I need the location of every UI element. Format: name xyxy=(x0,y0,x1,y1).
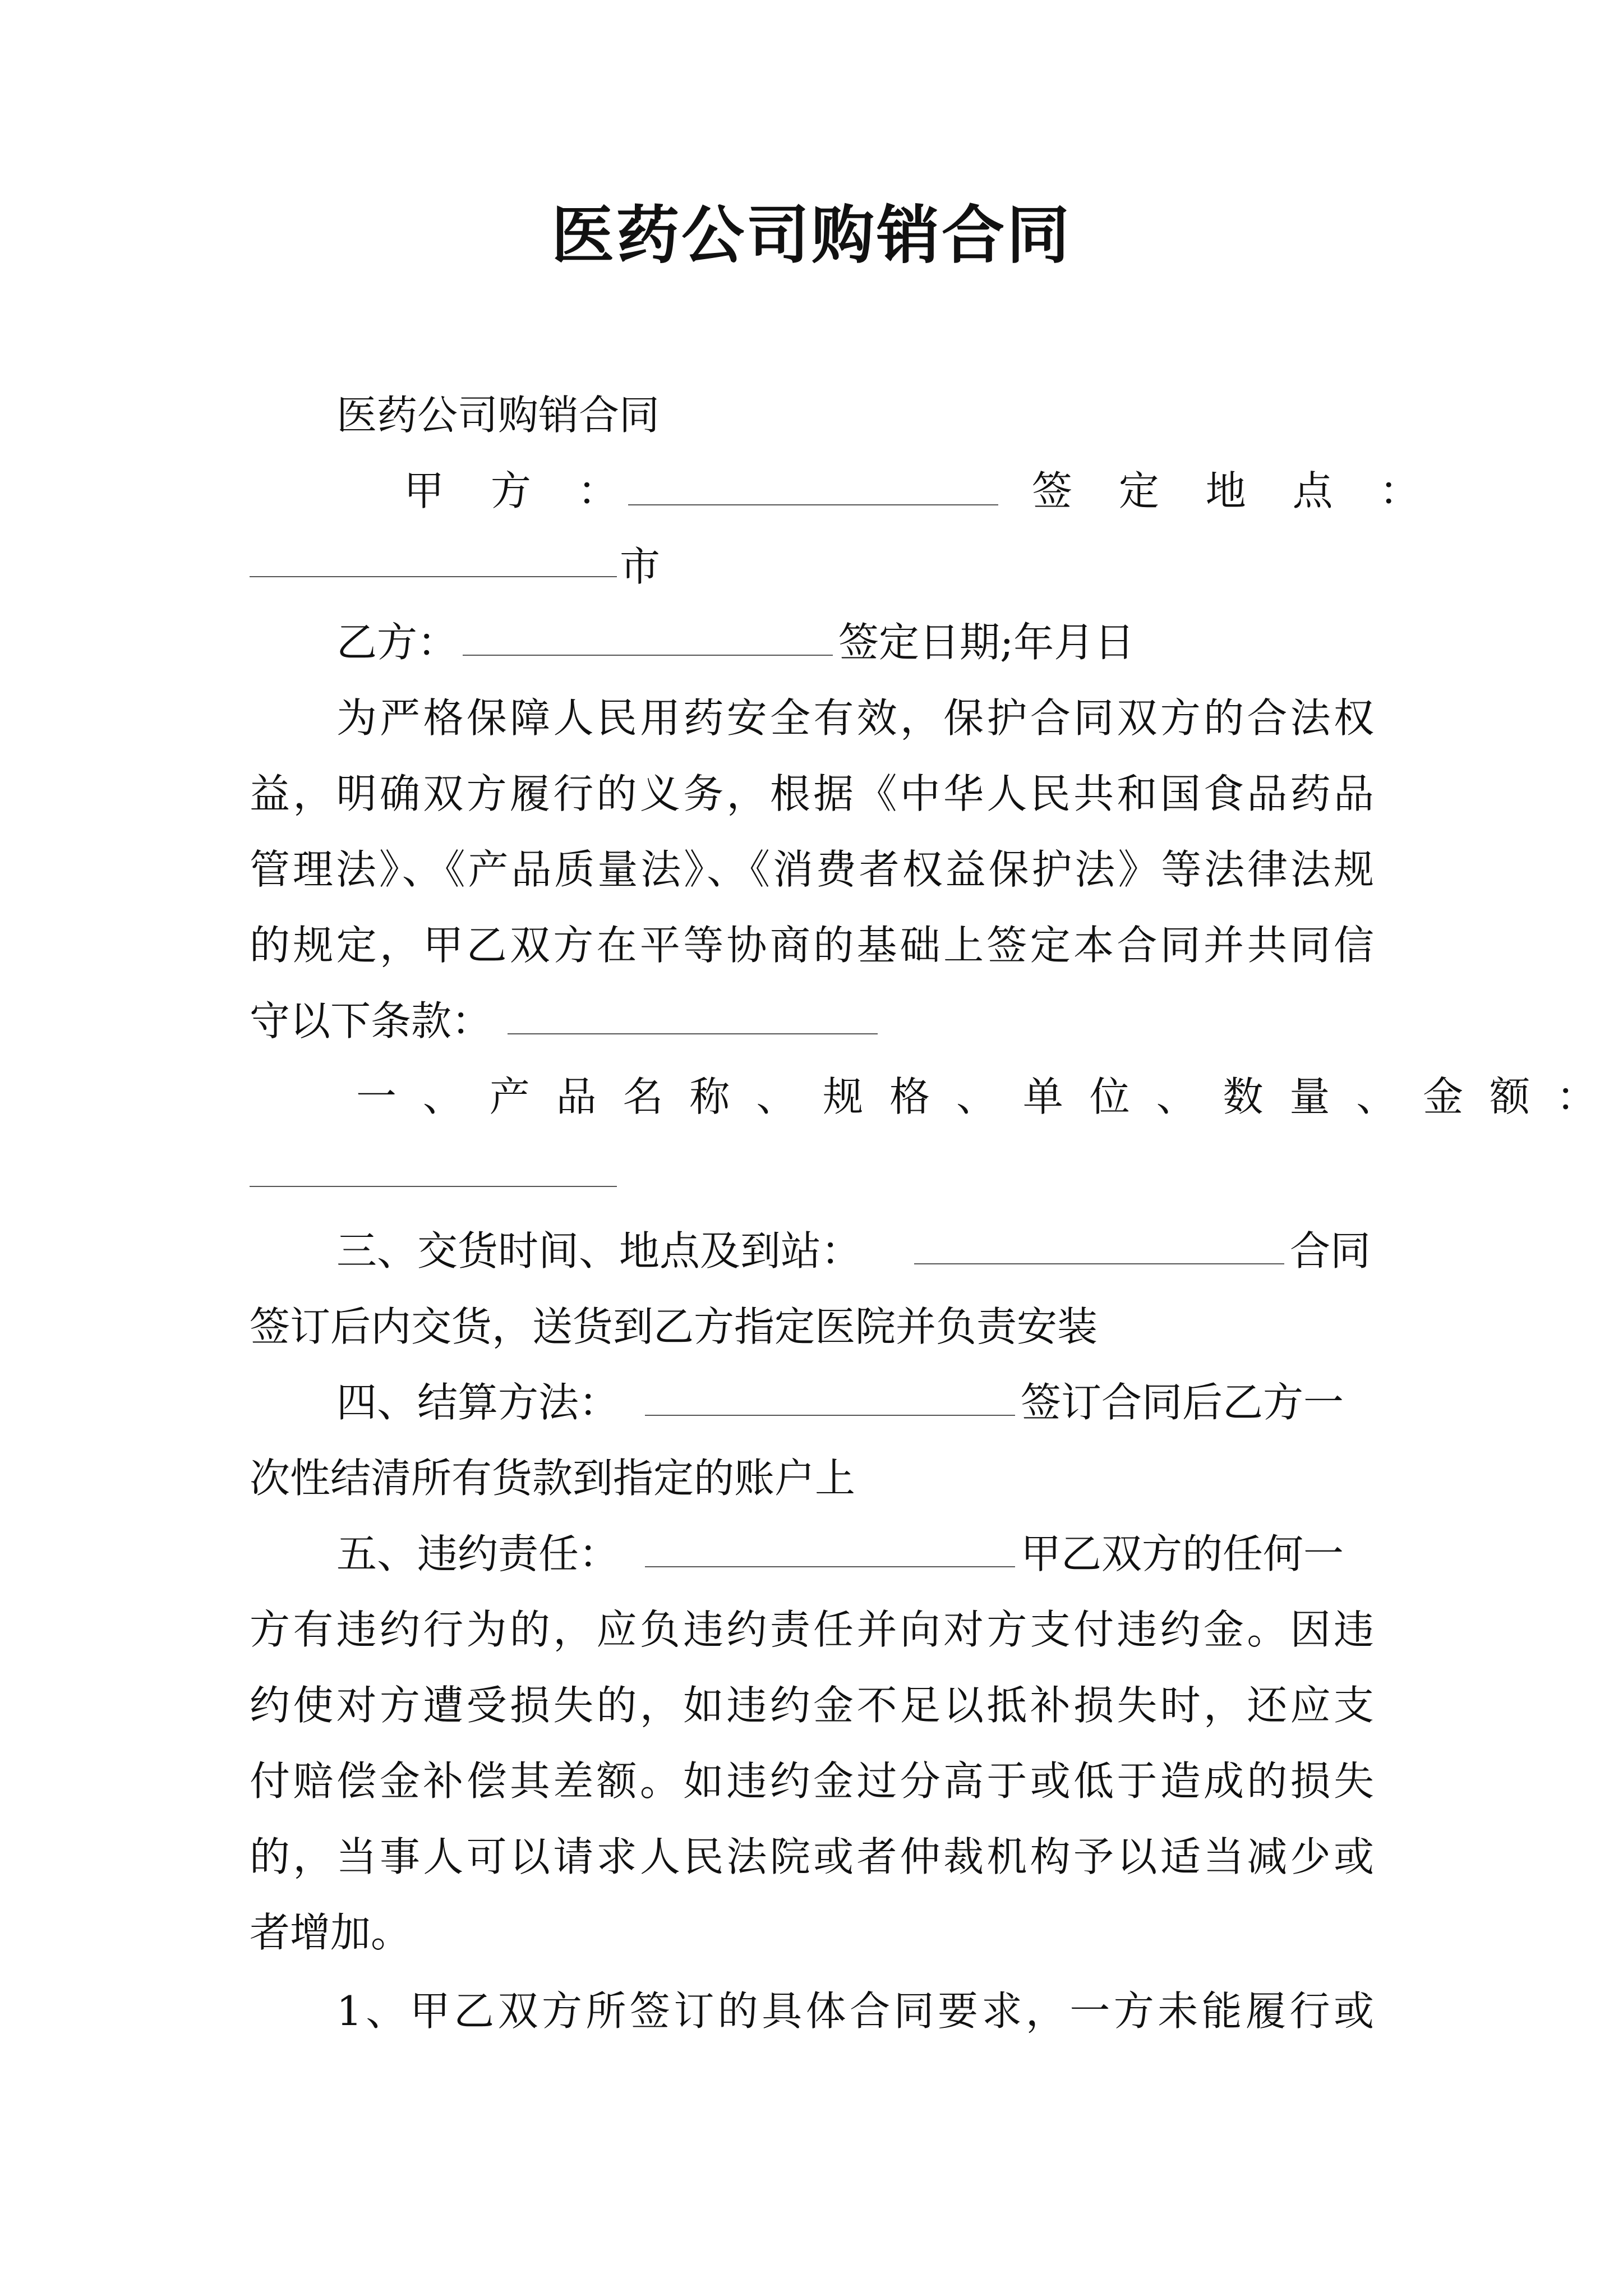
clause-5-line: 方有违约行为的，应负违约责任并向对方支付违约金。因违 xyxy=(250,1606,1374,1653)
party-b-label: 乙方： xyxy=(336,619,458,666)
clause-3-label: 三、交货时间、地点及到站： xyxy=(336,1227,862,1274)
clause-4-label: 四、结算方法： xyxy=(336,1379,620,1426)
intro-line: 的规定，甲乙双方在平等协商的基础上签定本合同并共同信 xyxy=(250,922,1374,969)
sign-date-label: 签定日期;年月日 xyxy=(838,619,1135,666)
party-a-label: 甲 方 ： xyxy=(404,467,635,514)
clause-1-blank[interactable] xyxy=(250,1150,617,1187)
clause-5-line: 约使对方遭受损失的，如违约金不足以抵补损失时，还应支 xyxy=(250,1682,1374,1729)
clause-5-line: 的，当事人可以请求人民法院或者仲裁机构予以适当减少或 xyxy=(250,1833,1374,1880)
clause-5-line: 者增加。 xyxy=(250,1909,412,1956)
sign-place-label: 签 定 地 点 ： xyxy=(1032,467,1437,514)
clause-1-label: 一 、 产 品 名 称 、 规 格 、 单 位 、 数 量 、 金 额 ： xyxy=(356,1073,1603,1120)
intro-line: 管理法》、《产品质量法》、《消费者权益保护法》等法律法规 xyxy=(250,846,1374,893)
intro-line: 益，明确双方履行的义务，根据《中华人民共和国食品药品 xyxy=(250,770,1374,817)
clause-5-tail: 甲乙双方的任何一 xyxy=(1021,1530,1344,1577)
clause-3-blank[interactable] xyxy=(914,1227,1284,1264)
clause-5-blank[interactable] xyxy=(645,1530,1015,1567)
clause-4-blank[interactable] xyxy=(645,1379,1015,1416)
clause-5-line: 付赔偿金补偿其差额。如违约金过分高于或低于造成的损失 xyxy=(250,1757,1374,1805)
terms-blank[interactable] xyxy=(508,997,878,1034)
clause-4-line2: 次性结清所有货款到指定的账户上 xyxy=(250,1455,856,1502)
clause-5-label: 五、违约责任： xyxy=(336,1530,620,1577)
document-subtitle: 医药公司购销合同 xyxy=(336,392,660,439)
document-title: 医药公司购销合同 xyxy=(551,199,1072,272)
city-suffix: 市 xyxy=(620,543,661,590)
party-b-blank[interactable] xyxy=(463,619,833,656)
clause-3-tail: 合同 xyxy=(1290,1227,1371,1274)
sign-place-blank[interactable] xyxy=(250,540,617,577)
clause-3-line2: 签订后内交货，送货到乙方指定医院并负责安装 xyxy=(250,1303,1098,1350)
item-1: 1、甲乙双方所签订的具体合同要求，一方未能履行或 xyxy=(336,1987,1374,2035)
party-a-blank[interactable] xyxy=(628,468,998,505)
intro-line: 为严格保障人民用药安全有效，保护合同双方的合法权 xyxy=(336,694,1374,742)
intro-line: 守以下条款： xyxy=(250,997,492,1045)
clause-4-tail: 签订合同后乙方一 xyxy=(1021,1379,1344,1426)
